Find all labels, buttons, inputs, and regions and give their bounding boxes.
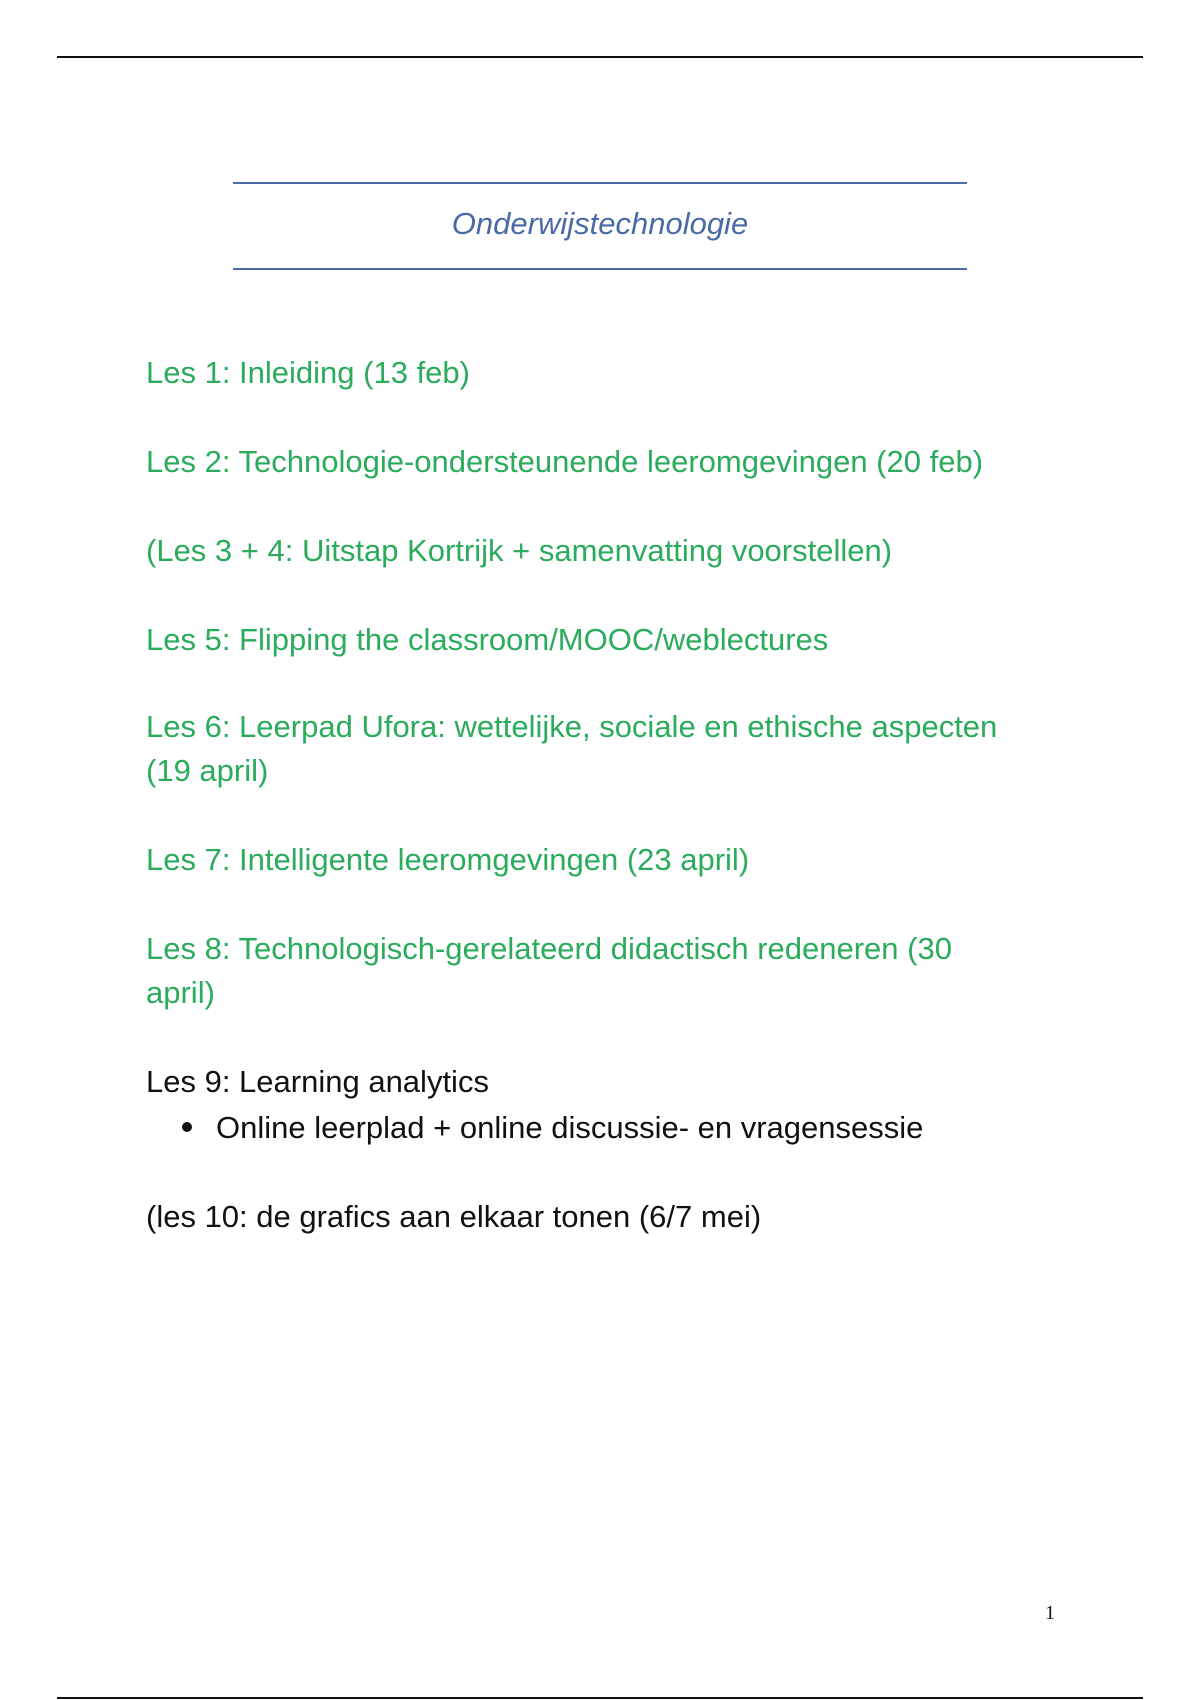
document-title: Onderwijstechnologie [451,206,749,241]
lesson-2: Les 2: Technologie-ondersteunende leeromgevingen (20 feb) [146,444,984,479]
footer-rule [57,1697,1143,1699]
title-rule-top [233,182,967,184]
title-rule-bottom [233,268,967,270]
page-number: 1 [1045,1602,1055,1624]
title-block [233,182,967,270]
lesson-8-line-1: Les 8: Technologisch-gerelateerd didactisch redeneren (30 [146,931,952,966]
lesson-6-line-1: Les 6: Leerpad Ufora: wettelijke, sociale en ethische aspecten [146,709,998,744]
lesson-6-line-2: (19 april) [146,753,269,788]
lesson-3-4: (Les 3 + 4: Uitstap Kortrijk + samenvatting voorstellen) [146,533,893,568]
lesson-9-bullet-text: Online leerplad + online discussie- en vragensessie [216,1110,924,1145]
lesson-5: Les 5: Flipping the classroom/MOOC/weblectures [146,622,829,657]
bullet-dot-icon [182,1122,192,1132]
header-rule [57,56,1143,58]
lesson-1: Les 1: Inleiding (13 feb) [146,355,470,390]
lesson-7: Les 7: Intelligente leeromgevingen (23 april) [146,842,750,877]
lesson-8-line-2: april) [146,975,215,1010]
lesson-10: (les 10: de grafics aan elkaar tonen (6/7 mei) [146,1199,762,1234]
lesson-9-bullet [182,1106,1082,1150]
lesson-9: Les 9: Learning analytics [146,1064,489,1099]
